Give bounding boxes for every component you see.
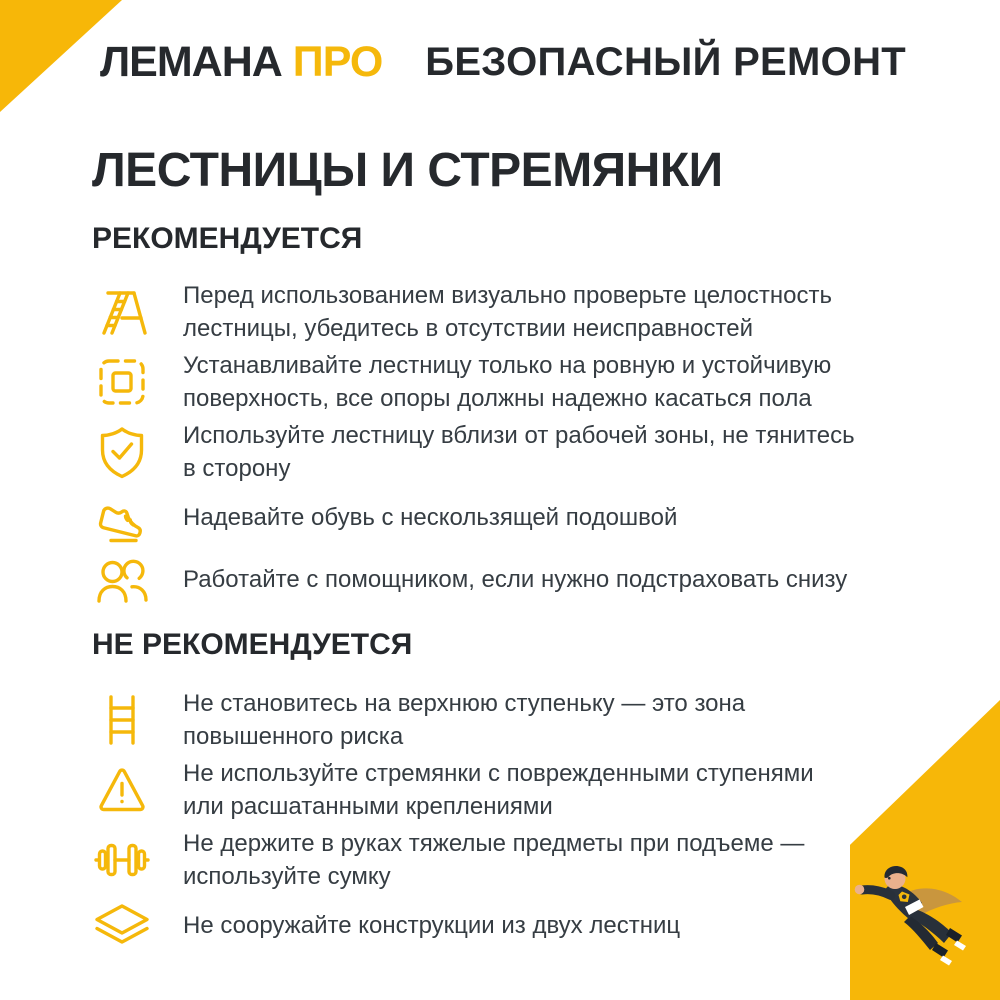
stepladder-icon (92, 284, 152, 340)
item-text (183, 349, 831, 415)
page-title: ЛЕСТНИЦЫ И СТРЕМЯНКИ (92, 144, 723, 197)
item-text-line: Не держите в руках тяжелые предметы при подъеме — (183, 829, 805, 857)
item-text-line: Не используйте стремянки с поврежденными ступенями (183, 759, 814, 787)
item-text-line: Работайте с помощником, если нужно подстраховать снизу (183, 566, 848, 594)
brand-logo-primary: ЛЕМАНА (100, 38, 282, 86)
item-text-line: повышенного риска (183, 722, 404, 750)
stacked-layers-icon (92, 898, 152, 954)
section-heading-not-recommended: НЕ РЕКОМЕНДУЕТСЯ (92, 627, 413, 661)
item-text-line: Надевайте обувь с нескользящей подошвой (183, 504, 678, 532)
shoe-icon (92, 490, 152, 546)
flat-surface-icon (92, 354, 152, 410)
brand-logo (100, 38, 382, 87)
item-text (183, 909, 680, 942)
item-text (183, 279, 832, 345)
superhero-mascot-illustration (852, 864, 982, 968)
item-text-line: используйте сумку (183, 862, 391, 890)
item-text (183, 501, 677, 534)
item-text (183, 827, 804, 893)
item-text-line: Не сооружайте конструкции из двух лестниц (183, 912, 681, 940)
corner-decoration-top-left (0, 0, 122, 112)
item-text-line: Перед использованием визуально проверьте целостность (183, 281, 832, 309)
header (0, 0, 1000, 87)
item-text (183, 687, 745, 753)
item-text-line: поверхность, все опоры должны надежно касаться пола (183, 384, 812, 412)
list-item (92, 551, 1000, 609)
item-text-line: Устанавливайте лестницу только на ровную и устойчивую (183, 351, 832, 379)
item-text-line: Используйте лестницу вблизи от рабочей зоны, не тянитесь (183, 421, 855, 449)
list-item (92, 757, 1000, 823)
list-item (92, 349, 1000, 415)
item-text (183, 563, 847, 596)
item-text (183, 757, 814, 823)
dumbbell-icon (92, 832, 152, 888)
item-text-line: или расшатанными креплениями (183, 792, 553, 820)
list-item (92, 419, 1000, 485)
ladder-icon (92, 692, 152, 748)
item-text-line: лестницы, убедитесь в отсутствии неисправностей (183, 314, 753, 342)
item-text-line: Не становитесь на верхнюю ступеньку — это зона (183, 689, 746, 717)
list-item (92, 279, 1000, 345)
section-heading-recommended: РЕКОМЕНДУЕТСЯ (92, 221, 363, 255)
shield-check-icon (92, 424, 152, 480)
recommended-section (0, 222, 1000, 609)
list-item (92, 687, 1000, 753)
warning-triangle-icon (92, 762, 152, 818)
brand-logo-accent: ПРО (292, 38, 383, 86)
program-title: БЕЗОПАСНЫЙ РЕМОНТ (425, 40, 906, 84)
two-people-icon (92, 552, 152, 608)
item-text (183, 419, 855, 485)
item-text-line: в сторону (183, 454, 291, 482)
list-item (92, 489, 1000, 547)
